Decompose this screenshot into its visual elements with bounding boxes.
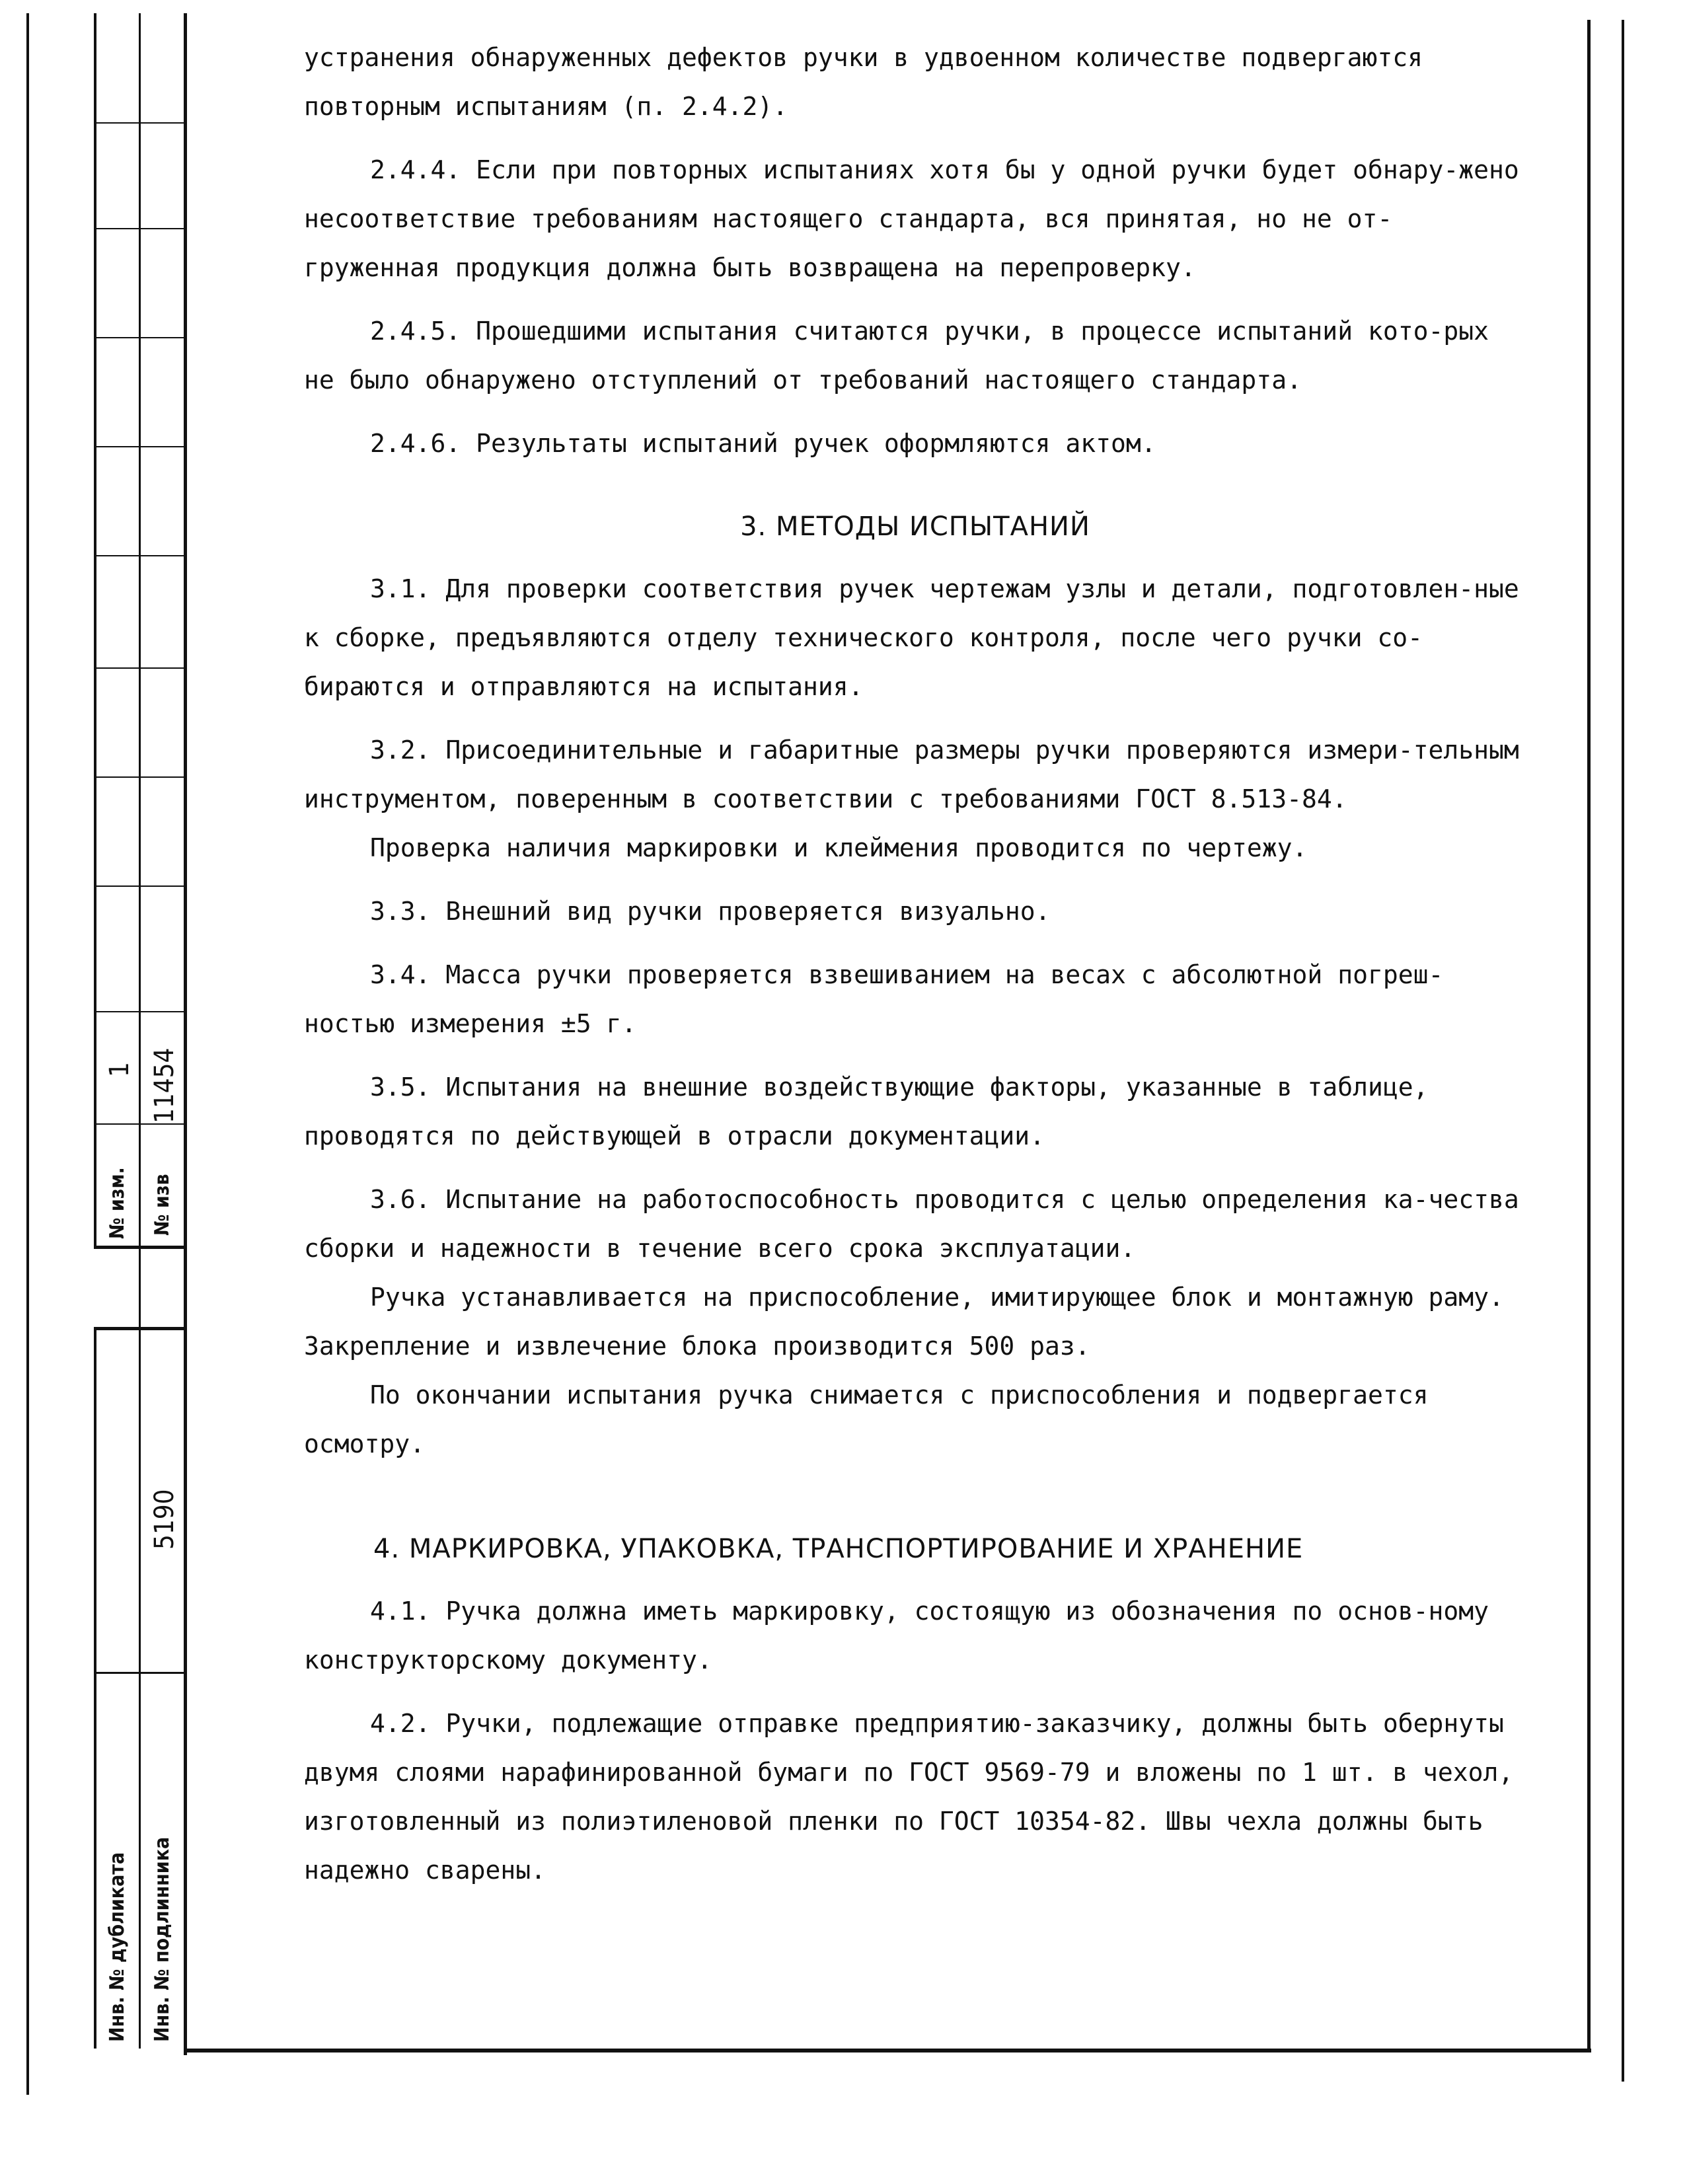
clause-3-6: 3.6. Испытание на работоспособность проводится с целью определения ка-чества сборки и надежности в течение всего срока эксплуатации. (304, 1185, 1519, 1263)
stamp-divider (94, 337, 185, 338)
original-inventory-value: 5190 (149, 1489, 180, 1550)
notice-number-value: 11454 (149, 1047, 180, 1123)
stamp-divider-bold (94, 1327, 185, 1330)
clause-2-4-5: 2.4.5. Прошедшими испытания считаются ручки, в процессе испытаний кото-рых не было обнаружено отступлений от требований настоящего стандарта. (304, 317, 1489, 395)
section-heading-3: 3. МЕТОДЫ ИСПЫТАНИЙ (740, 511, 1090, 542)
clause-3-6-inspection: По окончании испытания ручка снимается с приспособления и подвергается осмотру. (304, 1380, 1429, 1458)
stamp-column-outer-line (94, 13, 96, 1249)
stamp-divider (94, 122, 185, 124)
frame-right-border (1587, 20, 1591, 2052)
document-body (304, 33, 1526, 1895)
clause-3-1: 3.1. Для проверки соответствия ручек чертежам узлы и детали, подготовлен-ные к сборке, предъявляются отделу технического контроля, после чего ручки со-бираются и отправляются на испытания. (304, 574, 1519, 701)
stamp-divider (94, 776, 185, 778)
original-inventory-label: Инв. № подлинника (151, 1836, 174, 2042)
stamp-divider (94, 446, 185, 447)
section-heading-4: 4. МАРКИРОВКА, УПАКОВКА, ТРАНСПОРТИРОВАНИЕ И ХРАНЕНИЕ (373, 1534, 1304, 1564)
notice-number-label: № изв (151, 1174, 174, 1236)
stamp-divider (94, 1011, 185, 1012)
stamp-divider (94, 555, 185, 556)
duplicate-inventory-label: Инв. № дубликата (106, 1852, 129, 2042)
stamp-divider (94, 1123, 185, 1125)
clause-3-2-note: Проверка наличия маркировки и клеймения проводится по чертежу. (370, 833, 1308, 862)
clause-2-4-4: 2.4.4. Если при повторных испытаниях хотя бы у одной ручки будет обнару-жено несоответствие требованиям настоящего стандарта, вся принятая, но не от-груженная продукция должна быть возвращена на перепроверку. (304, 155, 1519, 282)
frame-bottom-border (184, 2049, 1591, 2052)
clause-3-3: 3.3. Внешний вид ручки проверяется визуально. (370, 897, 1051, 926)
clause-3-6-procedure: Ручка устанавливается на приспособление, имитирующее блок и монтажную раму. Закрепление и извлечение блока производится 500 раз. (304, 1283, 1504, 1361)
revision-number-label: № изм. (106, 1167, 129, 1239)
clause-3-5: 3.5. Испытания на внешние воздействующие факторы, указанные в таблице, проводятся по действующей в отрасли документации. (304, 1073, 1429, 1150)
frame-left-border (184, 13, 187, 2055)
clause-3-2: 3.2. Присоединительные и габаритные размеры ручки проверяются измери-тельным инструментом, поверенным в соответствии с требованиями ГОСТ 8.513-84. (304, 735, 1519, 813)
stamp-column-middle-line (139, 13, 141, 2049)
continuation-line: повторным испытаниям (п. 2.4.2). (304, 92, 788, 121)
stamp-divider (94, 667, 185, 669)
revision-number-value: 1 (104, 1062, 135, 1077)
left-page-edge-line (26, 13, 29, 2095)
continuation-line: устранения обнаруженных дефектов ручки в удвоенном количестве подвергаются (304, 43, 1423, 72)
clause-3-4: 3.4. Масса ручки проверяется взвешиванием на весах с абсолютной погреш-ностью измерения ±5 г. (304, 960, 1444, 1038)
stamp-divider-bold (94, 1246, 185, 1249)
clause-2-4-6: 2.4.6. Результаты испытаний ручек оформляются актом. (370, 429, 1156, 458)
clause-4-2: 4.2. Ручки, подлежащие отправке предприятию-заказчику, должны быть обернуты двумя слоями нарафинированной бумаги по ГОСТ 9569-79 и вложены по 1 шт. в чехол, изготовленный из полиэтиленовой пленки по ГОСТ 10354-82. Швы чехла должны быть надежно сварены. (304, 1709, 1514, 1885)
clause-4-1: 4.1. Ручка должна иметь маркировку, состоящую из обозначения по основ-ному конструкторскому документу. (304, 1597, 1489, 1675)
stamp-divider (94, 1672, 185, 1674)
stamp-divider (94, 885, 185, 887)
right-page-edge-line (1622, 20, 1624, 2082)
stamp-column-outer-line-lower (94, 1328, 96, 2049)
stamp-divider (94, 228, 185, 229)
